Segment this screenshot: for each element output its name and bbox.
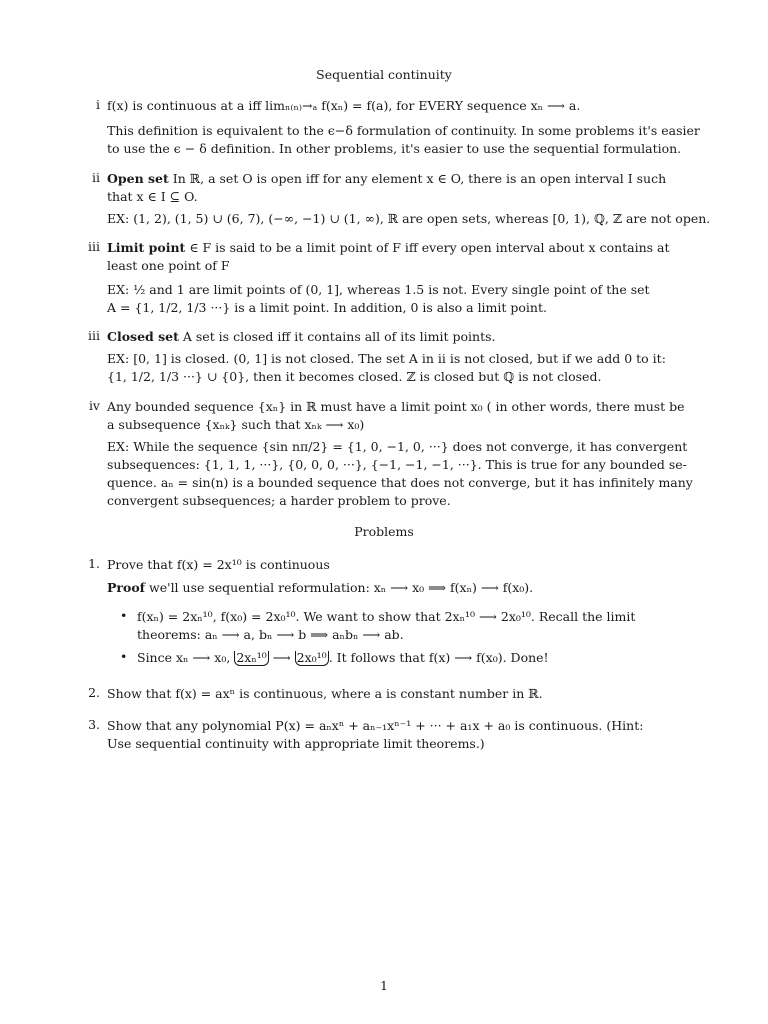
example-line: EX: [0, 1] is closed. (0, 1] is not closed. The set A in ii is not closed, but if we add 0 to it: xyxy=(107,351,666,366)
proof-text: we'll use sequential reformulation: xₙ ⟶ x₀ ⟹ f(xₙ) ⟶ f(x₀). xyxy=(149,580,534,595)
problem-statement: Show that any polynomial P(x) = aₙxⁿ + aₙ₋₁xⁿ⁻¹ + ··· + a₁x + a₀ is continuous. (Hint: xyxy=(107,718,644,733)
definition-line: least one point of F xyxy=(107,258,230,273)
definition-text: ∈ F is said to be a limit point of F iff every open interval about x contains at xyxy=(189,240,670,255)
bullet-text: Since xₙ ⟶ x₀, xyxy=(137,650,231,665)
definition-line: Any bounded sequence {xₙ} in ℝ must have a limit point x₀ ( in other words, there must be xyxy=(107,399,685,414)
bullet-text: . It follows that f(x) ⟶ f(x₀). Done! xyxy=(328,650,549,665)
item-marker: ii xyxy=(92,170,100,185)
proof-heading: Proof xyxy=(107,580,146,595)
example-line: {1, 1/2, 1/3 ···} ∪ {0}, then it becomes closed. ℤ is closed but ℚ is not closed. xyxy=(107,369,602,384)
example-line: EX: (1, 2), (1, 5) ∪ (6, 7), (−∞, −1) ∪ (1, ∞), ℝ are open sets, whereas [0, 1), ℚ, ℤ are not open. xyxy=(107,211,711,226)
example-line: subsequences: {1, 1, 1, ···}, {0, 0, 0, ···}, {−1, −1, −1, ···}. This is true for any bounded se- xyxy=(107,457,687,472)
problem-number: 1. xyxy=(88,556,100,571)
underbrace-term: 2xₙ¹⁰ xyxy=(236,650,267,665)
arrow-symbol: ⟶ xyxy=(272,650,291,665)
example-line: A = {1, 1/2, 1/3 ···} is a limit point. In addition, 0 is also a limit point. xyxy=(107,300,547,315)
definition-line xyxy=(107,328,662,346)
bullet-line: theorems: aₙ ⟶ a, bₙ ⟶ b ⟹ aₙbₙ ⟶ ab. xyxy=(137,627,404,642)
problem-statement: Use sequential continuity with appropriate limit theorems.) xyxy=(107,736,485,751)
term-heading: Open set xyxy=(107,171,169,186)
page-number: 1 xyxy=(380,978,388,993)
item-marker: i xyxy=(96,97,100,112)
bullet-dot: • xyxy=(120,608,128,623)
problem-statement: Show that f(x) = axⁿ is continuous, where a is constant number in ℝ. xyxy=(107,686,543,701)
definition-text: A set is closed iff it contains all of its limit points. xyxy=(182,329,496,344)
bullet-line: f(xₙ) = 2xₙ¹⁰, f(x₀) = 2x₀¹⁰. We want to show that 2xₙ¹⁰ ⟶ 2x₀¹⁰. Recall the limit xyxy=(137,609,636,624)
item-marker: iv xyxy=(88,398,100,413)
term-heading: Limit point xyxy=(107,240,186,255)
problem-statement: Prove that f(x) = 2x¹⁰ is continuous xyxy=(107,557,330,572)
definition-line xyxy=(107,170,667,188)
item-marker: iii xyxy=(88,328,100,343)
example-line: EX: ½ and 1 are limit points of (0, 1], whereas 1.5 is not. Every single point of the set xyxy=(107,282,650,297)
example-line: convergent subsequences; a harder problem to prove. xyxy=(107,493,451,508)
definition-line: that x ∈ I ⊆ O. xyxy=(107,189,198,204)
item-marker: iii xyxy=(88,239,100,254)
bullet-dot: • xyxy=(120,649,128,664)
bullet-line xyxy=(137,649,662,667)
definition-line: to use the ϵ − δ definition. In other problems, it's easier to use the sequential formulation. xyxy=(107,141,682,156)
section-title-problems: Problems xyxy=(354,524,414,539)
definition-text: In ℝ, a set O is open iff for any element x ∈ O, there is an open interval I such xyxy=(172,171,667,186)
problem-number: 3. xyxy=(88,717,100,732)
problem-number: 2. xyxy=(88,685,100,700)
example-line: quence. aₙ = sin(n) is a bounded sequence that does not converge, but it has infinitely many xyxy=(107,475,693,490)
definition-line xyxy=(107,239,670,257)
example-line: EX: While the sequence {sin nπ/2} = {1, 0, −1, 0, ···} does not converge, it has convergent xyxy=(107,439,688,454)
definition-line: a subsequence {xₙₖ} such that xₙₖ ⟶ x₀) xyxy=(107,417,365,432)
underbrace-term: 2x₀¹⁰ xyxy=(296,650,327,665)
page-title: Sequential continuity xyxy=(316,67,452,82)
proof-line xyxy=(107,579,662,597)
definition-line: f(x) is continuous at a iff limₙ₍ₙ₎→ₐ f(xₙ) = f(a), for EVERY sequence xₙ ⟶ a. xyxy=(107,98,581,113)
definition-line: This definition is equivalent to the ϵ−δ formulation of continuity. In some problems it's easier xyxy=(107,123,700,138)
term-heading: Closed set xyxy=(107,329,179,344)
